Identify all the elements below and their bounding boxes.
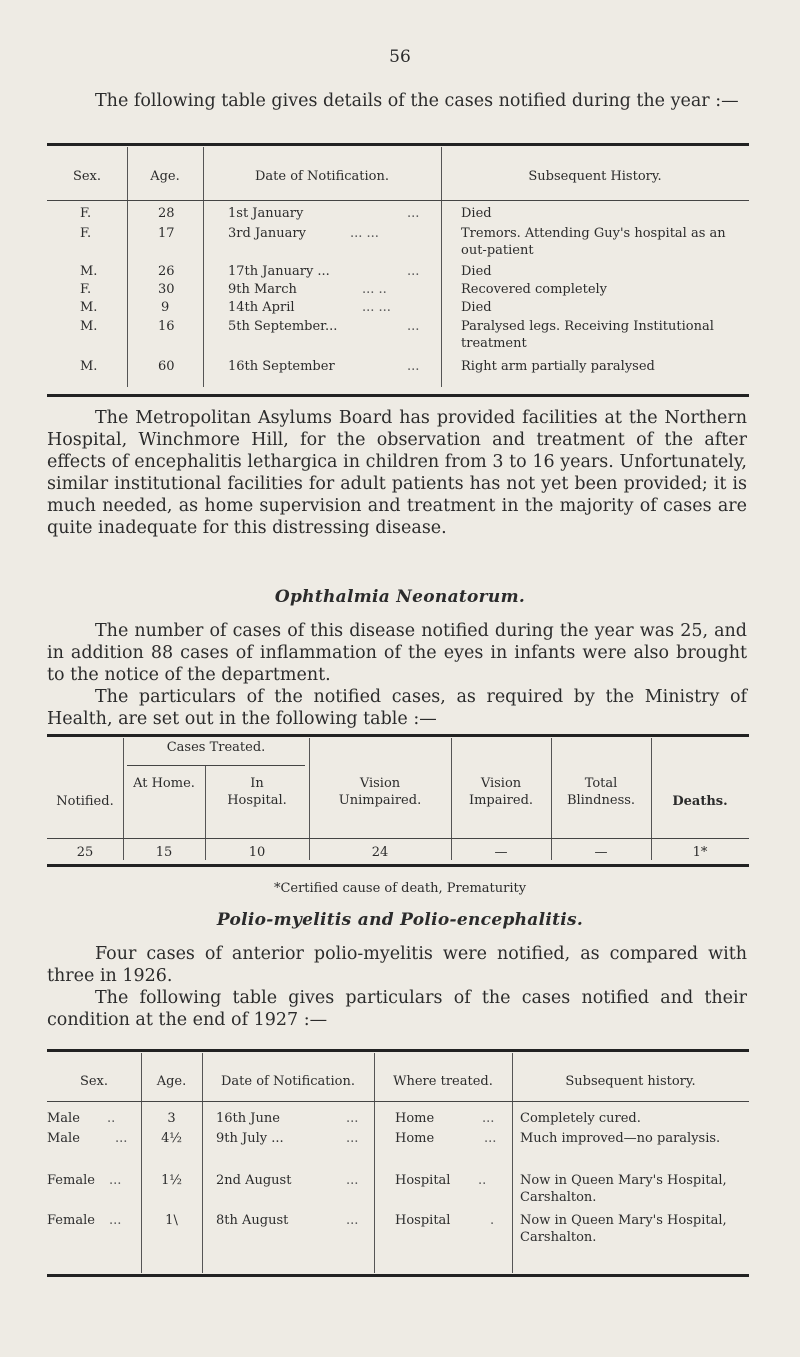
leader-dots: ... — [115, 1131, 128, 1146]
column-divider — [123, 738, 124, 860]
header-notified: Notified. — [56, 794, 114, 809]
leader-dots: ... ... — [362, 300, 391, 315]
ophthalmia-heading: Ophthalmia Neonatorum. — [274, 587, 526, 607]
cell-history: Completely cured. — [520, 1111, 641, 1126]
cell-sex: F. — [80, 226, 92, 241]
header-vision-unimpaired: Vision Unimpaired. — [338, 776, 422, 808]
leader-dots: . — [490, 1213, 495, 1228]
header-age: Age. — [150, 169, 180, 184]
cell-sex: F. — [80, 206, 92, 221]
subheader-rule — [127, 765, 305, 766]
cell-sex: Female — [47, 1213, 95, 1228]
footnote: *Certified cause of death, Prematurity — [273, 881, 527, 896]
table-bottom-rule — [47, 864, 749, 867]
cell-age: 17 — [158, 226, 175, 241]
table-bottom-rule — [47, 1274, 749, 1277]
table-top-rule — [47, 143, 749, 146]
cell-where: Home — [395, 1131, 435, 1146]
cell-sex: M. — [80, 264, 98, 279]
cell-in-hospital: 10 — [248, 845, 266, 860]
leader-dots: ... — [407, 206, 420, 221]
cell-sex: F. — [80, 282, 92, 297]
cell-date: 16th June — [216, 1111, 280, 1126]
cell-sex: M. — [80, 319, 98, 334]
cell-date: 9th July ... — [216, 1131, 284, 1146]
leader-dots: ... .. — [362, 282, 387, 297]
cell-date: 2nd August — [216, 1173, 292, 1188]
cell-age: 16 — [158, 319, 175, 334]
cell-where: Hospital — [395, 1173, 451, 1188]
header-sex: Sex. — [79, 1074, 109, 1089]
header-history: Subsequent history. — [565, 1074, 696, 1089]
cell-age: 1½ — [161, 1173, 182, 1188]
cell-history: Paralysed legs. Receiving Institutional treatment — [461, 319, 714, 351]
cell-age: 9 — [161, 300, 170, 315]
cell-where: Hospital — [395, 1213, 451, 1228]
cell-age: 60 — [158, 359, 175, 374]
leader-dots: .. — [478, 1173, 487, 1188]
polio-paragraph-1 — [47, 943, 747, 987]
header-vision-impaired: Vision Impaired. — [468, 776, 534, 808]
intro-paragraph — [47, 90, 747, 112]
page-number: 56 — [389, 47, 411, 67]
cell-vision-unimpaired: 24 — [371, 845, 389, 860]
mab-text: The Metropolitan Asylums Board has provided facilities at the Northern Hospital, Winchmore Hill, for the observation and treatment of the after effects of encephalitis lethargica in children from 3 to 16 years. Unfortunately, similar institutional facilities for adult patients has not yet been provided; it is much needed, as home supervision and treatment in the majority of cases are quite inadequate for this distressing disease. — [47, 408, 747, 538]
header-date: Date of Notification. — [221, 1074, 355, 1089]
cell-age: 3 — [167, 1111, 176, 1126]
cell-at-home: 15 — [155, 845, 173, 860]
cell-history: Tremors. Attending Guy's hospital as an out-patient — [461, 226, 726, 258]
cell-date: 14th April — [228, 300, 295, 315]
header-in-hospital: In Hospital. — [227, 776, 287, 808]
leader-dots: .. — [107, 1111, 116, 1126]
cell-deaths: 1* — [692, 845, 708, 860]
header-at-home: At Home. — [133, 776, 195, 791]
leader-dots: ... — [346, 1131, 359, 1146]
ophthalmia-paragraph-2 — [47, 686, 747, 730]
cell-vision-impaired: — — [494, 845, 508, 860]
cell-age: 30 — [158, 282, 175, 297]
header-deaths: Deaths. — [672, 794, 728, 809]
cell-history: Much improved—no paralysis. — [520, 1131, 721, 1146]
leader-dots: ... — [346, 1213, 359, 1228]
cell-total-blindness: — — [594, 845, 608, 860]
ophthalmia-text-1: The number of cases of this disease notified during the year was 25, and in addition 88 cases of inflammation of the eyes in infants were also brought to the notice of the department. — [47, 621, 747, 685]
table-top-rule — [47, 734, 749, 737]
header-sex: Sex. — [72, 169, 102, 184]
cell-date: 16th September — [228, 359, 335, 374]
leader-dots: ... — [407, 319, 420, 334]
intro-text: The following table gives details of the cases notified during the year :— — [95, 91, 739, 111]
cell-sex: M. — [80, 300, 98, 315]
mab-paragraph — [47, 407, 747, 539]
leader-dots: ... — [346, 1173, 359, 1188]
table-top-rule — [47, 1049, 749, 1052]
leader-dots: ... — [484, 1131, 497, 1146]
cell-history: Died — [461, 300, 492, 315]
header-total-blindness: Total Blindness. — [566, 776, 636, 808]
cell-date: 1st January — [228, 206, 304, 221]
cell-history: Right arm partially paralysed — [461, 359, 655, 374]
header-rule — [47, 838, 749, 839]
leader-dots: ... — [109, 1213, 122, 1228]
ophthalmia-text-2: The particulars of the notified cases, as required by the Ministry of Health, are set out in the following table :— — [47, 687, 747, 729]
cell-history: Recovered completely — [461, 282, 608, 297]
cell-sex: M. — [80, 359, 98, 374]
cell-sex: Female — [47, 1173, 95, 1188]
cell-age: 28 — [158, 206, 175, 221]
header-history: Subsequent History. — [528, 169, 662, 184]
cell-where: Home — [395, 1111, 435, 1126]
header-date: Date of Notification. — [255, 169, 389, 184]
cell-date: 9th March — [228, 282, 297, 297]
cell-date: 5th September... — [228, 319, 338, 334]
cell-age: 4½ — [161, 1131, 182, 1146]
cell-date: 17th January ... — [228, 264, 330, 279]
header-cases-treated: Cases Treated. — [166, 740, 266, 755]
leader-dots: ... ... — [350, 226, 379, 241]
cell-history: Now in Queen Mary's Hospital, Carshalton. — [520, 1213, 727, 1245]
polio-paragraph-2 — [47, 987, 747, 1031]
polio-text-2: The following table gives particulars of the cases notified and their condition at the end of 1927 :— — [47, 988, 747, 1030]
cell-sex: Male — [47, 1131, 80, 1146]
header-rule — [47, 200, 749, 201]
cell-sex: Male — [47, 1111, 80, 1126]
header-rule — [47, 1101, 749, 1102]
leader-dots: ... — [346, 1111, 359, 1126]
polio-text-1: Four cases of anterior polio-myelitis were notified, as compared with three in 1926. — [47, 944, 747, 986]
cell-history: Now in Queen Mary's Hospital, Carshalton. — [520, 1173, 727, 1205]
cell-date: 8th August — [216, 1213, 289, 1228]
cell-age: 26 — [158, 264, 175, 279]
header-age: Age. — [156, 1074, 187, 1089]
cell-history: Died — [461, 206, 492, 221]
table-bottom-rule — [47, 394, 749, 397]
leader-dots: ... — [109, 1173, 122, 1188]
polio-heading: Polio-myelitis and Polio-encephalitis. — [216, 910, 584, 930]
cell-date: 3rd January — [228, 226, 306, 241]
leader-dots: ... — [407, 264, 420, 279]
ophthalmia-paragraph-1 — [47, 620, 747, 686]
cell-age: 1\ — [165, 1213, 178, 1228]
header-where: Where treated. — [393, 1074, 493, 1089]
cell-history: Died — [461, 264, 492, 279]
cell-notified: 25 — [76, 845, 94, 860]
leader-dots: ... — [482, 1111, 495, 1126]
leader-dots: ... — [407, 359, 420, 374]
